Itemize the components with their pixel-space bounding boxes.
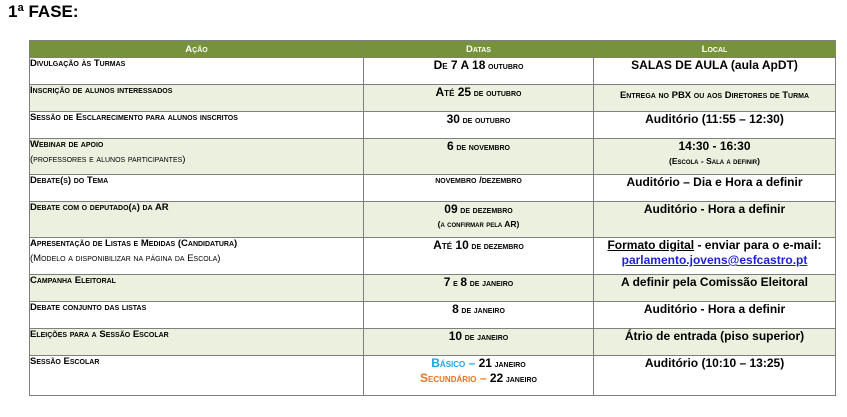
date-value: 22 xyxy=(489,371,504,385)
date-month: de janeiro xyxy=(467,278,514,289)
table-row xyxy=(30,85,836,112)
acao-cell: Debate(s) do Tema xyxy=(30,175,364,202)
datas-cell xyxy=(364,58,594,85)
date-value: Até 25 xyxy=(435,85,472,99)
basico-label: Básico – xyxy=(431,356,479,370)
local-cell: SALAS DE AULA (aula ApDT) xyxy=(594,58,836,85)
acao-note: (professores e alunos participantes) xyxy=(30,153,186,165)
date-value: De 7 A 18 xyxy=(433,58,486,72)
table-row xyxy=(30,175,836,202)
local-cell xyxy=(594,139,836,175)
local-note: (Escola - Sala a definir) xyxy=(669,156,760,166)
table-row xyxy=(30,329,836,356)
local-cell: Auditório - Hora a definir xyxy=(594,302,836,329)
column-header-datas: Datas xyxy=(364,41,594,58)
date-month: janeiro xyxy=(491,359,526,370)
acao-note: (Modelo a disponibilizar na página da Escola) xyxy=(30,252,221,264)
datas-cell xyxy=(364,356,594,396)
local-cell: Auditório - Hora a definir xyxy=(594,202,836,238)
datas-cell xyxy=(364,112,594,139)
local-format: Formato digital xyxy=(607,238,695,252)
date-connector: e xyxy=(450,278,461,289)
local-cell: Entrega no PBX ou aos Diretores de Turma xyxy=(594,85,836,112)
date-month: outubro xyxy=(485,61,524,72)
date-month: de janeiro xyxy=(462,332,509,343)
datas-cell xyxy=(364,238,594,275)
date-value: 10 xyxy=(448,329,463,343)
email-link[interactable]: parlamento.jovens@esfcastro.pt xyxy=(621,253,808,267)
acao-label: Apresentação de Listas e Medidas (Candidatura) xyxy=(30,238,238,249)
acao-label: Webinar de apoio xyxy=(30,139,104,150)
table-row xyxy=(30,356,836,396)
acao-cell: Debate conjunto das listas xyxy=(30,302,364,329)
date-month: de novembro xyxy=(453,142,510,153)
acao-cell xyxy=(30,238,364,275)
date-value: Até 10 xyxy=(433,238,469,252)
table-header-row xyxy=(30,41,836,58)
date-month: janeiro xyxy=(503,374,537,385)
local-cell: Auditório (10:10 – 13:25) xyxy=(594,356,836,396)
datas-cell: novembro /dezembro xyxy=(364,175,594,202)
acao-cell: Sessão Escolar xyxy=(30,356,364,396)
table-row xyxy=(30,58,836,85)
table-row xyxy=(30,275,836,302)
datas-cell xyxy=(364,202,594,238)
date-value: 21 xyxy=(478,356,492,370)
acao-cell: Debate com o deputado(a) da AR xyxy=(30,202,364,238)
local-cell: Auditório (11:55 – 12:30) xyxy=(594,112,836,139)
date-value: 6 xyxy=(447,139,454,153)
date-value: 30 xyxy=(446,112,460,126)
date-value: 8 xyxy=(460,275,468,289)
date-month: de dezembro xyxy=(457,205,513,216)
datas-cell xyxy=(364,275,594,302)
page-title: 1ª FASE: xyxy=(8,2,79,21)
datas-cell xyxy=(364,139,594,175)
table-row xyxy=(30,139,836,175)
column-header-acao: Ação xyxy=(30,41,364,58)
secundario-label: Secundário – xyxy=(420,371,490,385)
local-label: 14:30 - 16:30 xyxy=(678,139,751,153)
date-month: de janeiro xyxy=(458,305,505,316)
schedule-table xyxy=(29,40,836,396)
acao-cell: Eleições para a Sessão Escolar xyxy=(30,329,364,356)
acao-cell: Campanha Eleitoral xyxy=(30,275,364,302)
table-row xyxy=(30,112,836,139)
date-value: 09 xyxy=(444,202,458,216)
acao-cell: Inscrição de alunos interessados xyxy=(30,85,364,112)
column-header-local: Local xyxy=(594,41,836,58)
date-note: (a confirmar pela AR) xyxy=(437,219,520,229)
datas-cell xyxy=(364,329,594,356)
table-row xyxy=(30,202,836,238)
local-cell: A definir pela Comissão Eleitoral xyxy=(594,275,836,302)
local-cell xyxy=(594,238,836,275)
acao-cell: Sessão de Esclarecimento para alunos inscritos xyxy=(30,112,364,139)
table-row xyxy=(30,302,836,329)
local-cell: Átrio de entrada (piso superior) xyxy=(594,329,836,356)
date-value: 8 xyxy=(452,302,459,316)
acao-cell: Divulgação às Turmas xyxy=(30,58,364,85)
acao-cell xyxy=(30,139,364,175)
local-label: - enviar para o e-mail: xyxy=(694,238,822,252)
datas-cell xyxy=(364,85,594,112)
datas-cell xyxy=(364,302,594,329)
date-month: de dezembro xyxy=(468,241,524,252)
date-value: 7 xyxy=(443,275,451,289)
table-row xyxy=(30,238,836,275)
local-cell: Auditório – Dia e Hora a definir xyxy=(594,175,836,202)
date-month: de outubro xyxy=(471,88,522,99)
date-month: de outubro xyxy=(459,115,511,126)
